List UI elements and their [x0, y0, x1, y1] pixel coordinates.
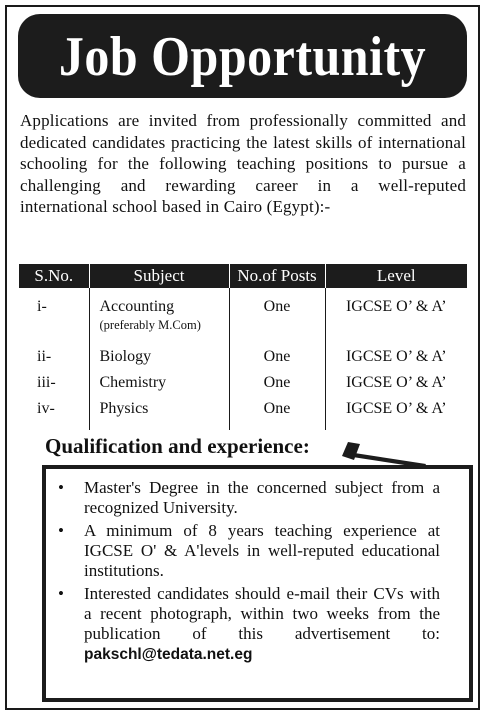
bullet-text: Master's Degree in the concerned subject from a recognized University.: [84, 478, 440, 517]
cell-sno: ii-: [19, 348, 89, 374]
positions-table: [19, 264, 467, 430]
cell-level: IGCSE O’ & A’: [345, 400, 447, 417]
col-header-sno: S.No.: [19, 264, 89, 288]
qualification-list: [56, 478, 440, 668]
qualification-heading: Qualification and experience:: [45, 434, 314, 459]
cell-subject: Biology: [89, 348, 229, 374]
contact-email-link[interactable]: pakschl@tedata.net.eg: [84, 646, 253, 663]
cell-subject: Physics: [89, 400, 229, 430]
cell-sno: iii-: [19, 374, 89, 400]
bullet-icon: •: [58, 478, 64, 497]
col-header-subject: Subject: [89, 264, 229, 288]
title-banner: [18, 14, 467, 98]
table-row: [19, 374, 467, 400]
subject-note: (preferably M.Com): [99, 318, 201, 332]
col-header-level: Level: [325, 264, 467, 288]
cell-posts: One: [229, 400, 325, 430]
subject-name: Accounting: [99, 298, 175, 315]
col-header-posts: No.of Posts: [229, 264, 325, 288]
bullet-icon: •: [58, 521, 64, 540]
cell-posts: One: [229, 348, 325, 374]
intro-paragraph: Applications are invited from professionally committed and dedicated candidates practicing the latest skills of international schooling for the following teaching positions to pursue a challenging and rewarding career in a well-reputed international school based in Cairo (Egypt):-: [20, 111, 466, 216]
table-header-row: [19, 264, 467, 288]
table-row: [19, 348, 467, 374]
cell-level: IGCSE O’ & A’: [345, 348, 447, 365]
table-row: [19, 400, 467, 430]
bullet-text: Interested candidates should e-mail their CVs with a recent photograph, within two weeks from the publication of this advertisement to:: [84, 584, 440, 643]
cell-subject: Chemistry: [89, 374, 229, 400]
list-item: [56, 584, 440, 665]
pointer-arrow-icon: [340, 438, 430, 468]
cell-subject: [89, 288, 229, 348]
cell-sno: iv-: [19, 400, 89, 430]
list-item: [56, 478, 440, 518]
bullet-icon: •: [58, 584, 64, 603]
cell-posts: One: [229, 288, 325, 348]
cell-level: IGCSE O’ & A’: [345, 374, 447, 391]
cell-level: IGCSE O’ & A’: [345, 298, 447, 315]
page-title: Job Opportunity: [58, 24, 427, 88]
list-item: [56, 521, 440, 581]
cell-posts: One: [229, 374, 325, 400]
cell-sno: i-: [19, 288, 89, 348]
bullet-text: A minimum of 8 years teaching experience at IGCSE O' & A'levels in well-reputed educational institutions.: [84, 521, 440, 580]
table-row: [19, 288, 467, 348]
